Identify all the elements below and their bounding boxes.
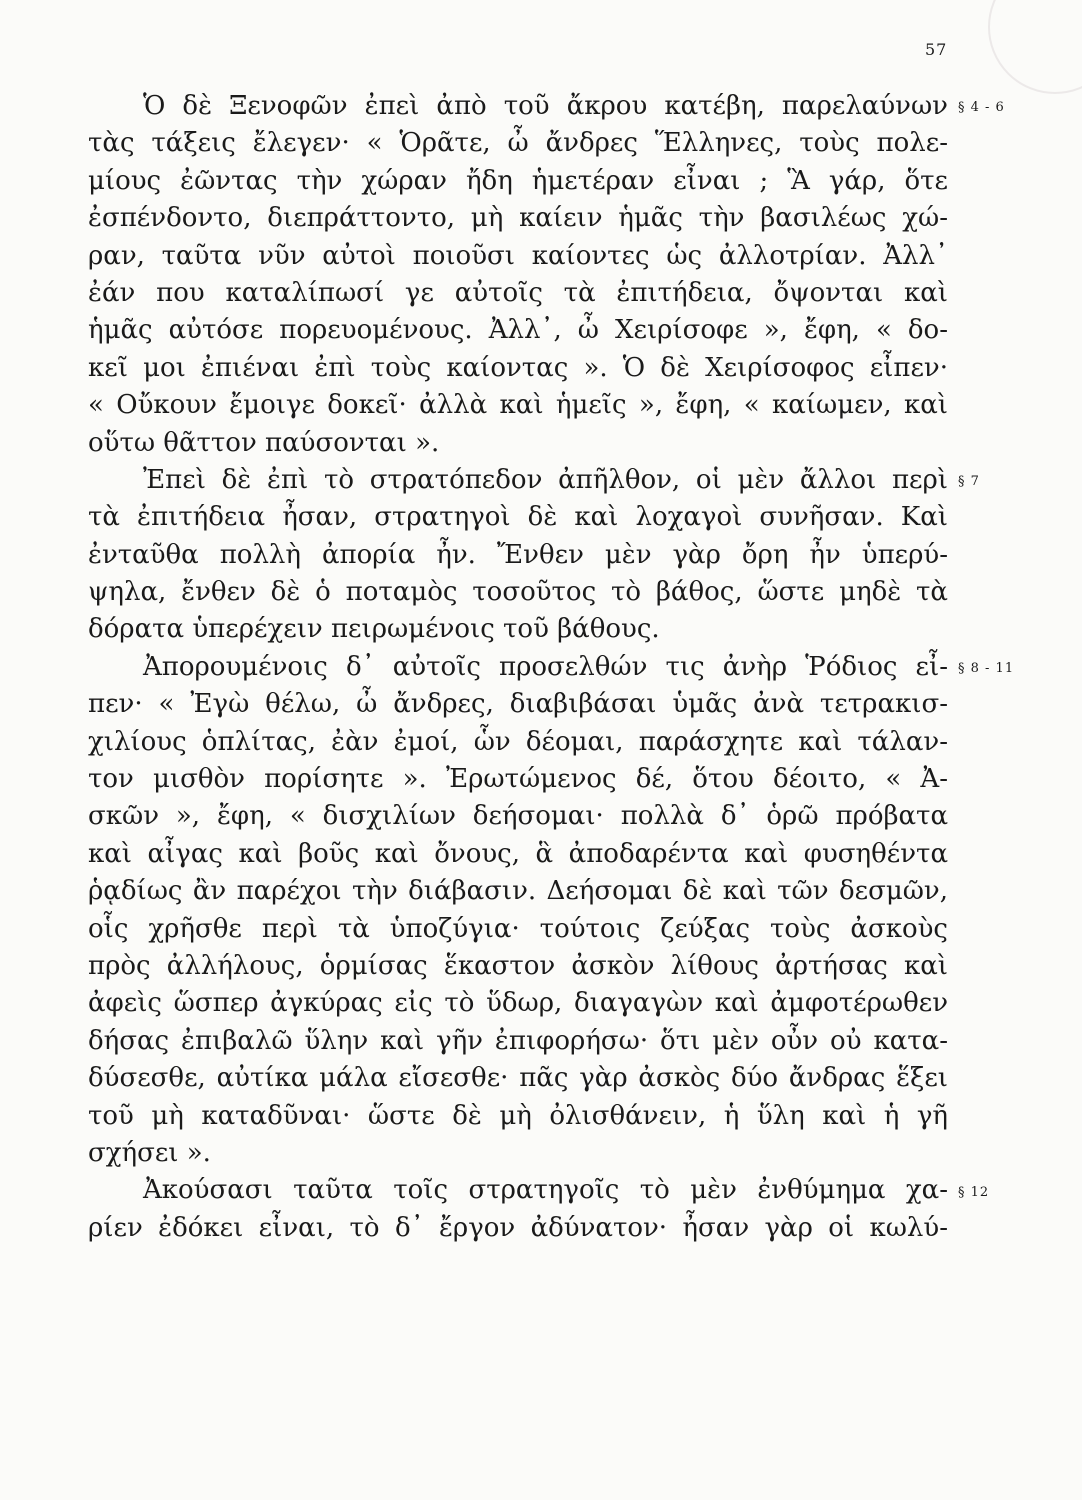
text-line: ἐνταῦθα πολλὴ ἀπορία ἦν. Ἔνθεν μὲν γὰρ ὄρη ἦν ὑπερύ- [88, 539, 948, 570]
text-line: πεν· « Ἐγὼ θέλω, ὦ ἄνδρες, διαβιβάσαι ὑμᾶς ἀνὰ τετρακισ- [88, 689, 948, 720]
text-line: ρίεν ἐδόκει εἶναι, τὸ δ᾽ ἔργον ἀδύνατον· ἦσαν γὰρ οἱ κωλύ- [88, 1212, 948, 1243]
text-line: κεῖ μοι ἐπιέναι ἐπὶ τοὺς καίοντας ». Ὁ δὲ Χειρίσοφος εἶπεν· [88, 352, 948, 383]
text-line: ψηλα, ἔνθεν δὲ ὁ ποταμὸς τοσοῦτος τὸ βάθος, ὥστε μηδὲ τὰ [88, 577, 948, 608]
text-line: « Οὔκουν ἔμοιγε δοκεῖ· ἀλλὰ καὶ ἡμεῖς », ἔφη, « καίωμεν, καὶ [88, 390, 948, 421]
library-stamp [988, 0, 1082, 94]
text-line: τοῦ μὴ καταδῦναι· ὥστε δὲ μὴ ὀλισθάνειν, ἡ ὕλη καὶ ἡ γῆ [88, 1100, 948, 1131]
text-line: τον μισθὸν πορίσητε ». Ἐρωτώμενος δέ, ὅτου δέοιτο, « Ἀ- [88, 764, 948, 795]
section-reference: § 7 [958, 474, 980, 489]
text-line: οἷς χρῆσθε περὶ τὰ ὑποζύγια· τούτοις ζεύξας τοὺς ἀσκοὺς [88, 913, 948, 944]
text-line: ἐσπένδοντο, διεπράττοντο, μὴ καίειν ἡμᾶς τὴν βασιλέως χώ- [88, 203, 948, 234]
text-line: καὶ αἶγας καὶ βοῦς καὶ ὄνους, ἃ ἀποδαρέντα καὶ φυσηθέντα [88, 838, 948, 869]
text-line: Ἀπορουμένοις δ᾽ αὐτοῖς προσελθών τις ἀνὴρ Ῥόδιος εἶ- [143, 651, 948, 682]
section-reference: § 8 - 11 [958, 661, 1015, 676]
greek-text-body [88, 88, 948, 1247]
page-number: 57 [925, 40, 948, 59]
text-line: οὕτω θᾶττον παύσονται ». [88, 427, 440, 458]
text-line: ραν, ταῦτα νῦν αὐτοὶ ποιοῦσι καίοντες ὡς ἀλλοτρίαν. Ἀλλ᾽ [88, 240, 948, 271]
text-line: τὰ ἐπιτήδεια ἦσαν, στρατηγοὶ δὲ καὶ λοχαγοὶ συνῆσαν. Καὶ [88, 502, 948, 533]
text-line: ἐάν που καταλίπωσί γε αὐτοῖς τὰ ἐπιτήδεια, ὄψονται καὶ [88, 277, 948, 308]
text-line: δόρατα ὑπερέχειν πειρωμένοις τοῦ βάθους. [88, 614, 660, 645]
text-line: τὰς τάξεις ἔλεγεν· « Ὁρᾶτε, ὦ ἄνδρες Ἕλληνες, τοὺς πολε- [88, 128, 948, 159]
text-line: ἀφεὶς ὥσπερ ἀγκύρας εἰς τὸ ὕδωρ, διαγαγὼν καὶ ἀμφοτέρωθεν [88, 988, 948, 1019]
text-line: δύσεσθε, αὐτίκα μάλα εἴσεσθε· πᾶς γὰρ ἀσκὸς δύο ἄνδρας ἕξει [88, 1063, 948, 1094]
text-line: σχήσει ». [88, 1137, 211, 1168]
text-line: Ἐπεὶ δὲ ἐπὶ τὸ στρατόπεδον ἀπῆλθον, οἱ μὲν ἄλλοι περὶ [143, 464, 948, 495]
section-reference: § 4 - 6 [958, 100, 1005, 115]
text-line: Ἀκούσασι ταῦτα τοῖς στρατηγοῖς τὸ μὲν ἐνθύμημα χα- [143, 1175, 948, 1206]
section-reference: § 12 [958, 1184, 990, 1200]
text-line: χιλίους ὁπλίτας, ἐὰν ἐμοί, ὧν δέομαι, παράσχητε καὶ τάλαν- [88, 726, 948, 757]
text-line: μίους ἐῶντας τὴν χώραν ἤδη ἡμετέραν εἶναι ; Ἃ γάρ, ὅτε [88, 165, 948, 196]
text-line: Ὁ δὲ Ξενοφῶν ἐπεὶ ἀπὸ τοῦ ἄκρου κατέβη, παρελαύνων [143, 91, 948, 121]
text-line: ῥᾳδίως ἂν παρέχοι τὴν διάβασιν. Δεήσομαι δὲ καὶ τῶν δεσμῶν, [88, 876, 948, 907]
text-line: πρὸς ἀλλήλους, ὁρμίσας ἕκαστον ἀσκὸν λίθους ἀρτήσας καὶ [88, 950, 948, 981]
text-line: σκῶν », ἔφη, « δισχιλίων δεήσομαι· πολλὰ δ᾽ ὁρῶ πρόβατα [88, 801, 948, 832]
text-line: ἡμᾶς αὐτόσε πορευομένους. Ἀλλ᾽, ὦ Χειρίσοφε », ἔφη, « δο- [88, 315, 948, 346]
text-line: δήσας ἐπιβαλῶ ὕλην καὶ γῆν ἐπιφορήσω· ὅτι μὲν οὖν οὐ κατα- [88, 1025, 948, 1056]
